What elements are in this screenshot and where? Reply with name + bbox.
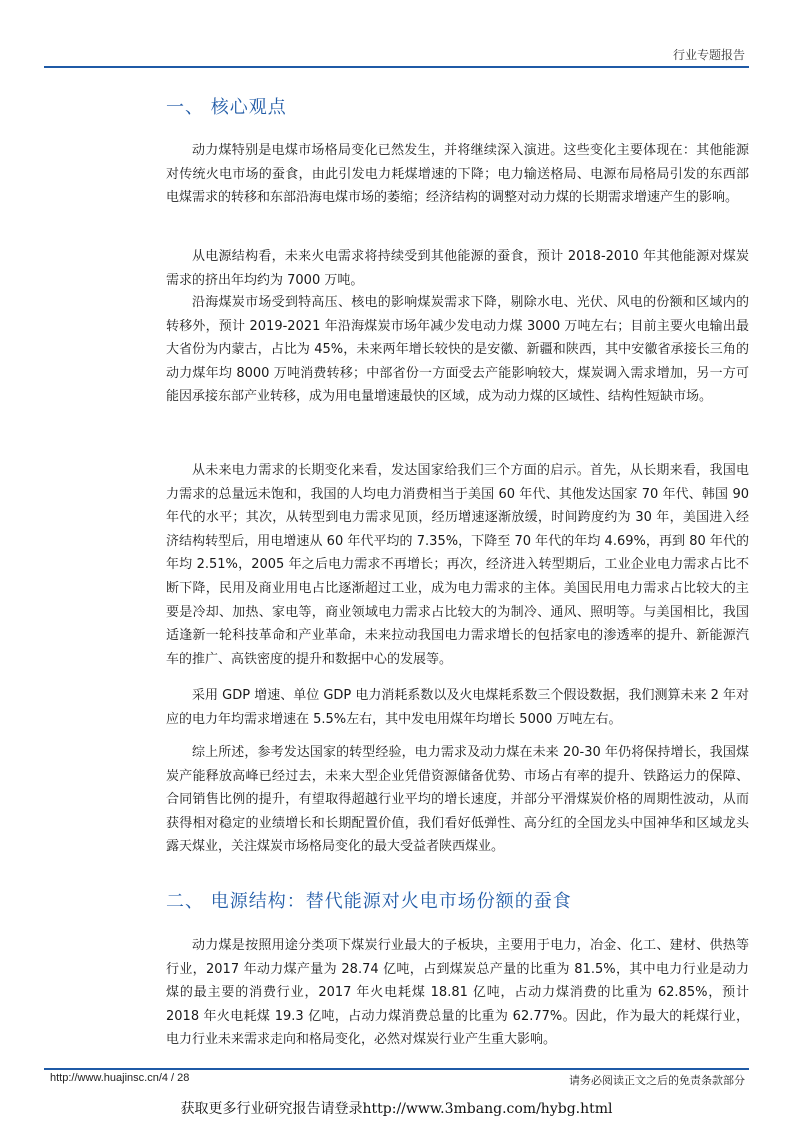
paragraph: 动力煤特别是电煤市场格局变化已然发生，并将继续深入演进。这些变化主要体现在：其他能源对传统火电市场的蚕食，由此引发电力耗煤增速的下降；电力输送格局、电源布局格局引发的东西部电煤需求的转移和东部沿海电煤市场的萎缩；经济结构的调整对动力煤的长期需求增速产生的影响。	[166, 143, 749, 206]
paragraph: 采用 GDP 增速、单位 GDP 电力消耗系数以及火电煤耗系数三个假设数据，我们测算未来 2 年对应的电力年均需求增速在 5.5%左右，其中发电用煤年均增长 5000 万吨左右。	[166, 688, 749, 727]
paragraph: 沿海煤炭市场受到特高压、核电的影响煤炭需求下降，剔除水电、光伏、风电的份额和区域内的转移外，预计 2019-2021 年沿海煤炭市场年减少发电动力煤 3000 万吨左右；目前主要火电输出最大省份为内蒙古，占比为 45%，未来两年增长较快的是安徽、新疆和陕西，其中安徽省承接长三角的动力煤年均 8000 万吨消费转移；中部省份一方面受去产能影响较大，煤炭调入需求增加，另一方可能因承接东部产业转移，成为用电量增速最快的区域，成为动力煤的区域性、结构性短缺市场。	[166, 295, 749, 405]
report-type-label: 行业专题报告	[672, 48, 745, 62]
paragraph: 从未来电力需求的长期变化来看，发达国家给我们三个方面的启示。首先，从长期来看，我国电力需求的总量远未饱和，我国的人均电力消费相当于美国 60 年代、其他发达国家 70 年代、韩国 90 年代的水平；其次，从转型到电力需求见顶，经历增速逐渐放缓，时间跨度约为 30 年，美国进入经济结构转型后，用电增速从 60 年代平均的 7.35%，下降至 70 年代的年均 4.69%，再到 80 年代的年均 2.51%，2005 年之后电力需求不再增长；再次，经济进入转型期后，工业企业电力需求占比不断下降，民用及商业用电占比逐渐超过工业，成为电力需求的主体。美国民用电力需求占比较大的主要是冷却、加热、家电等，商业领域电力需求占比较大的为制冷、通风、照明等。与美国相比，我国适逢新一轮科技革命和产业革命，未来拉动我国电力需求增长的包括家电的渗透率的提升、新能源汽车的推广、高铁密度的提升和数据中心的发展等。	[166, 463, 749, 667]
paragraph: 综上所述，参考发达国家的转型经验，电力需求及动力煤在未来 20-30 年仍将保持增长，我国煤炭产能释放高峰已经过去，未来大型企业凭借资源储备优势、市场占有率的提升、铁路运力的保障、合同销售比例的提升，有望取得超越行业平均的增长速度，并部分平滑煤炭价格的周期性波动，从而获得相对稳定的业绩增长和长期配置价值，我们看好低弹性、高分红的全国龙头中国神华和区域龙头露天煤业，关注煤炭市场格局变化的最大受益者陕西煤业。	[166, 745, 749, 855]
promo-banner[interactable]: 获取更多行业研究报告请登录http://www.3mbang.com/hybg.html	[180, 1101, 613, 1117]
page-header	[0, 0, 793, 66]
section-heading-power-structure: 二、 电源结构：替代能源对火电市场份额的蚕食	[166, 891, 572, 912]
footer-rule	[44, 1068, 749, 1070]
header-rule	[44, 66, 749, 68]
paragraph: 动力煤是按照用途分类项下煤炭行业最大的子板块，主要用于电力，冶金、化工、建材、供热等行业，2017 年动力煤产量为 28.74 亿吨，占到煤炭总产量的比重为 81.5%，其中电力行业是动力煤的最主要的消费行业，2017 年火电耗煤 18.81 亿吨，占动力煤消费的比重为 62.85%，预计 2018 年火电耗煤 19.3 亿吨，占动力煤消费总量的比重为 62.77%。因此，作为最大的耗煤行业，电力行业未来需求走向和格局变化，必然对煤炭行业产生重大影响。	[166, 938, 749, 1048]
paragraph: 从电源结构看，未来火电需求将持续受到其他能源的蚕食，预计 2018-2010 年其他能源对煤炭需求的挤出年均约为 7000 万吨。	[166, 249, 749, 288]
footer-url-page[interactable]: http://www.huajinsc.cn/4 / 28	[50, 1072, 190, 1084]
footer-disclaimer: 请务必阅读正文之后的免责条款部分	[569, 1074, 745, 1087]
section-heading-core-views: 一、 核心观点	[166, 97, 287, 118]
